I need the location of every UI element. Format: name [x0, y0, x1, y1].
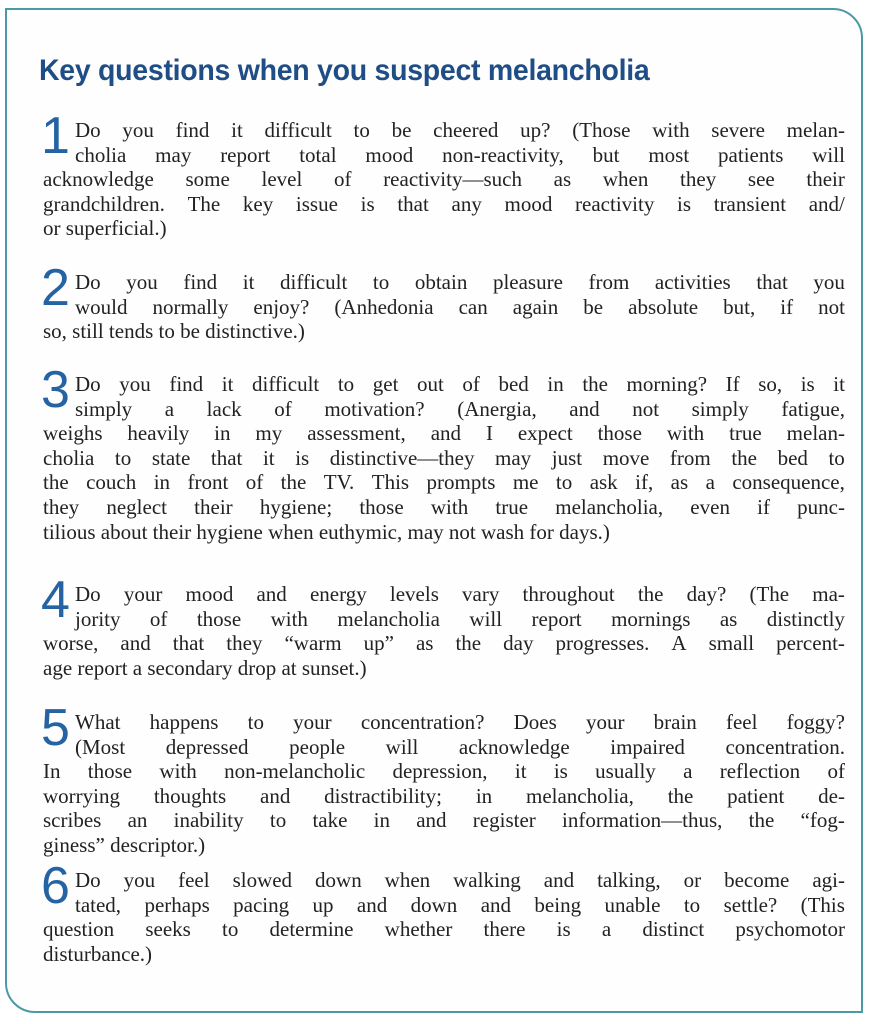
question-number: 6 — [41, 857, 70, 915]
question-text-line: acknowledge some level of reactivity—such as when they see their — [43, 167, 845, 192]
question-item — [41, 259, 845, 344]
question-text-line: weighs heavily in my assessment, and I expect those with true melan- — [43, 421, 845, 446]
question-number: 4 — [41, 571, 70, 629]
question-text-line: Do you find it difficult to be cheered up? (Those with severe melan- — [75, 118, 845, 142]
question-text-line: Do your mood and energy levels vary throughout the day? (The ma- — [75, 582, 845, 606]
question-text-line: Do you find it difficult to obtain pleasure from activities that you — [75, 270, 845, 294]
question-text-line: they neglect their hygiene; those with true melancholia, even if punc- — [43, 494, 845, 519]
question-text-line: question seeks to determine whether there is a distinct psychomotor — [43, 917, 845, 942]
question-text-line: giness” descriptor.) — [43, 832, 206, 857]
question-text-line: tated, perhaps pacing up and down and being unable to settle? (This — [75, 892, 845, 917]
question-text-line: tilious about their hygiene when euthymic, may not wash for days.) — [43, 519, 610, 544]
question-text-line: disturbance.) — [43, 941, 153, 966]
question-text-line: worrying thoughts and distractibility; in melancholia, the patient de- — [43, 783, 845, 808]
question-text-line: or superficial.) — [43, 216, 167, 241]
question-item — [41, 107, 845, 241]
question-text-line: so, still tends to be distinctive.) — [43, 319, 305, 344]
question-number: 3 — [41, 361, 70, 419]
question-text-line: age report a secondary drop at sunset.) — [43, 655, 367, 680]
question-text-line: cholia to state that it is distinctive—they may just move from the bed to — [43, 445, 845, 470]
question-item — [41, 571, 845, 680]
question-text-line: cholia may report total mood non-reactivity, but most patients will — [75, 142, 845, 167]
question-text-line: grandchildren. The key issue is that any mood reactivity is transient and/ — [43, 191, 845, 216]
question-text-line: the couch in front of the TV. This prompts me to ask if, as a consequence, — [43, 470, 845, 495]
question-text-line: worse, and that they “warm up” as the day progresses. A small percent- — [43, 631, 845, 656]
question-item — [41, 699, 845, 858]
question-item — [41, 857, 845, 966]
question-text-line: jority of those with melancholia will report mornings as distinctly — [75, 606, 845, 631]
question-number: 2 — [41, 259, 70, 317]
question-text-line: Do you feel slowed down when walking and talking, or become agi- — [75, 868, 845, 892]
question-number: 5 — [41, 699, 70, 757]
box-title: Key questions when you suspect melancholia — [39, 54, 650, 87]
question-number: 1 — [41, 107, 70, 165]
question-text-line: Do you find it difficult to get out of bed in the morning? If so, is it — [75, 372, 845, 396]
question-text-line: In those with non-melancholic depression, it is usually a reflection of — [43, 759, 845, 784]
question-text-line: scribes an inability to take in and register information—thus, the “fog- — [43, 808, 845, 833]
question-item — [41, 361, 845, 544]
question-text-line: (Most depressed people will acknowledge impaired concentration. — [75, 734, 845, 759]
sidebar-box — [5, 8, 863, 1013]
question-text-line: simply a lack of motivation? (Anergia, and not simply fatigue, — [75, 396, 845, 421]
question-text-line: would normally enjoy? (Anhedonia can again be absolute but, if not — [75, 294, 845, 319]
question-text-line: What happens to your concentration? Does your brain feel foggy? — [75, 710, 845, 734]
